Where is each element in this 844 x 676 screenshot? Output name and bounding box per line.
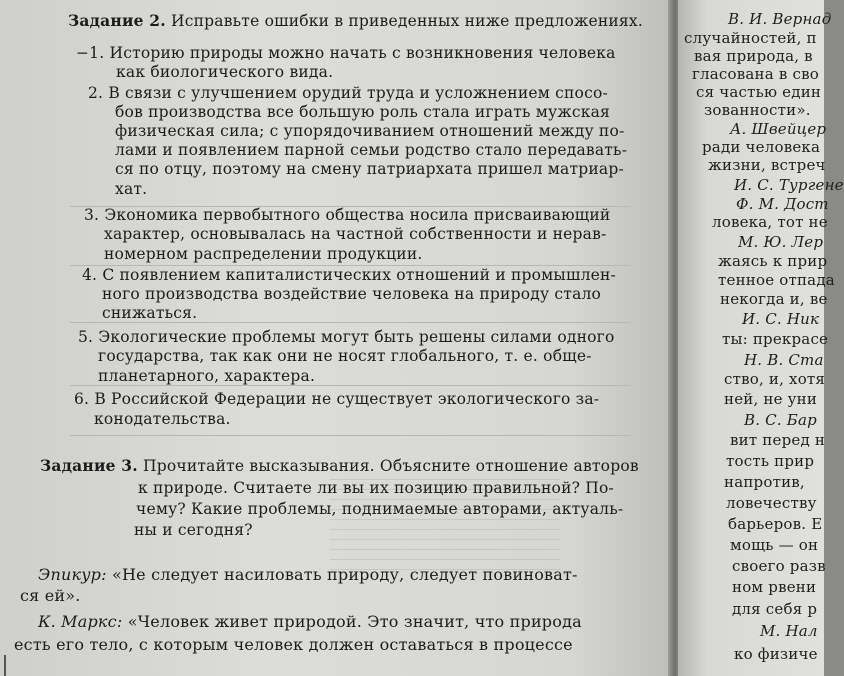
- right-line: случайностей, п: [684, 29, 817, 47]
- right-line: зованности».: [704, 101, 811, 119]
- item1-line: −1. Историю природы можно начать с возникновения человека: [76, 44, 616, 62]
- task3-heading: [40, 457, 639, 475]
- right-line: М. Нал: [760, 622, 818, 640]
- item5-line: 5. Экологические проблемы могут быть решены силами одного: [78, 328, 615, 346]
- right-line: ради человека: [702, 138, 821, 156]
- epicur-author: Эпикур:: [38, 565, 107, 584]
- right-line: для себя р: [732, 600, 818, 618]
- right-page: [678, 0, 844, 676]
- item2-line: лами и появлением парной семьи родство стало передавать-: [115, 141, 628, 159]
- item2-line: бов производства все большую роль стала играть мужская: [115, 103, 611, 121]
- right-line: ловека, тот не: [712, 213, 828, 231]
- right-line: вит перед н: [730, 431, 826, 449]
- right-line: И. С. Тургене: [734, 176, 844, 194]
- task3-line: чему? Какие проблемы, поднимаемые авторами, актуаль-: [136, 500, 624, 518]
- right-line: В. С. Бар: [744, 411, 817, 429]
- item2-line: физическая сила; с упорядочиванием отношений между по-: [115, 122, 625, 140]
- item2-line: 2. В связи с улучшением орудий труда и усложнением спосо-: [88, 84, 608, 102]
- item1-line: как биологического вида.: [116, 63, 334, 81]
- marx-author: К. Маркс:: [38, 612, 123, 631]
- right-line: А. Швейцер: [730, 120, 827, 138]
- item2-line: хат.: [115, 180, 148, 198]
- item3-line: 3. Экономика первобытного общества носила присваивающий: [84, 206, 611, 224]
- epicur-line: ся ей».: [20, 586, 81, 605]
- right-line: ном рвени: [732, 578, 817, 596]
- right-line: ся частью един: [696, 83, 822, 101]
- right-line: ко физиче: [734, 645, 818, 663]
- right-line: барьеров. Е: [728, 515, 823, 533]
- item5-line: планетарного, характера.: [98, 367, 316, 385]
- right-line: некогда и, ве: [720, 290, 828, 308]
- item6-line: 6. В Российской Федерации не существует экологического за-: [74, 390, 600, 408]
- right-line: ловечеству: [726, 494, 817, 512]
- right-line: ство, и, хотя: [724, 370, 826, 388]
- item4-line: снижаться.: [102, 304, 198, 322]
- epicur-quote: [38, 566, 578, 584]
- right-line: тенное отпада: [718, 271, 835, 289]
- epicur-text: «Не следует насиловать природу, следует повиноват-: [112, 565, 578, 584]
- right-line: жизни, встреч: [708, 156, 826, 174]
- margin-mark: [4, 655, 6, 676]
- right-line: вая природа, в: [694, 47, 813, 65]
- task2-title: Задание 2.: [68, 11, 166, 30]
- table-rule: [70, 322, 630, 323]
- item2-line: ся по отцу, поэтому на смену патриархата пришел матриар-: [115, 160, 624, 178]
- right-line: своего разв: [732, 557, 826, 575]
- item3-line: номерном распределении продукции.: [104, 245, 423, 263]
- item3-line: характер, основывалась на частной собственности и нерав-: [104, 225, 607, 243]
- marx-line: есть его тело, с которым человек должен оставаться в процессе: [14, 635, 573, 654]
- item4-line: 4. С появлением капиталистических отношений и промышлен-: [82, 266, 616, 284]
- table-rule: [70, 435, 630, 436]
- task2-heading: [68, 12, 643, 30]
- item5-line: государства, так как они не носят глобального, т. е. обще-: [98, 347, 592, 365]
- right-line: напротив,: [724, 473, 805, 491]
- right-line: И. С. Ник: [742, 310, 820, 328]
- right-line: Ф. М. Дост: [736, 195, 829, 213]
- right-line: Н. В. Ста: [744, 351, 824, 369]
- marx-quote: [38, 613, 582, 631]
- item6-line: конодательства.: [94, 410, 231, 428]
- right-line: ней, не уни: [724, 390, 818, 408]
- right-line: тость прир: [726, 452, 815, 470]
- right-line: мощь — он: [730, 536, 819, 554]
- right-line: жаясь к прир: [718, 252, 828, 270]
- right-line: М. Ю. Лер: [738, 233, 824, 251]
- item4-line: ного производства воздействие человека на природу стало: [102, 285, 602, 303]
- task3-text: Прочитайте высказывания. Объясните отношение авторов: [143, 457, 639, 475]
- right-line: гласована в сво: [692, 65, 819, 83]
- task3-title: Задание 3.: [40, 456, 138, 475]
- marx-text: «Человек живет природой. Это значит, что природа: [127, 612, 582, 631]
- task3-line: ны и сегодня?: [134, 521, 253, 539]
- right-line: В. И. Вернад: [728, 10, 832, 28]
- task2-text: Исправьте ошибки в приведенных ниже предложениях.: [171, 12, 643, 30]
- table-rule: [70, 385, 630, 386]
- right-line: ты: прекрасе: [722, 330, 829, 348]
- task3-line: к природе. Считаете ли вы их позицию правильной? По-: [138, 479, 614, 497]
